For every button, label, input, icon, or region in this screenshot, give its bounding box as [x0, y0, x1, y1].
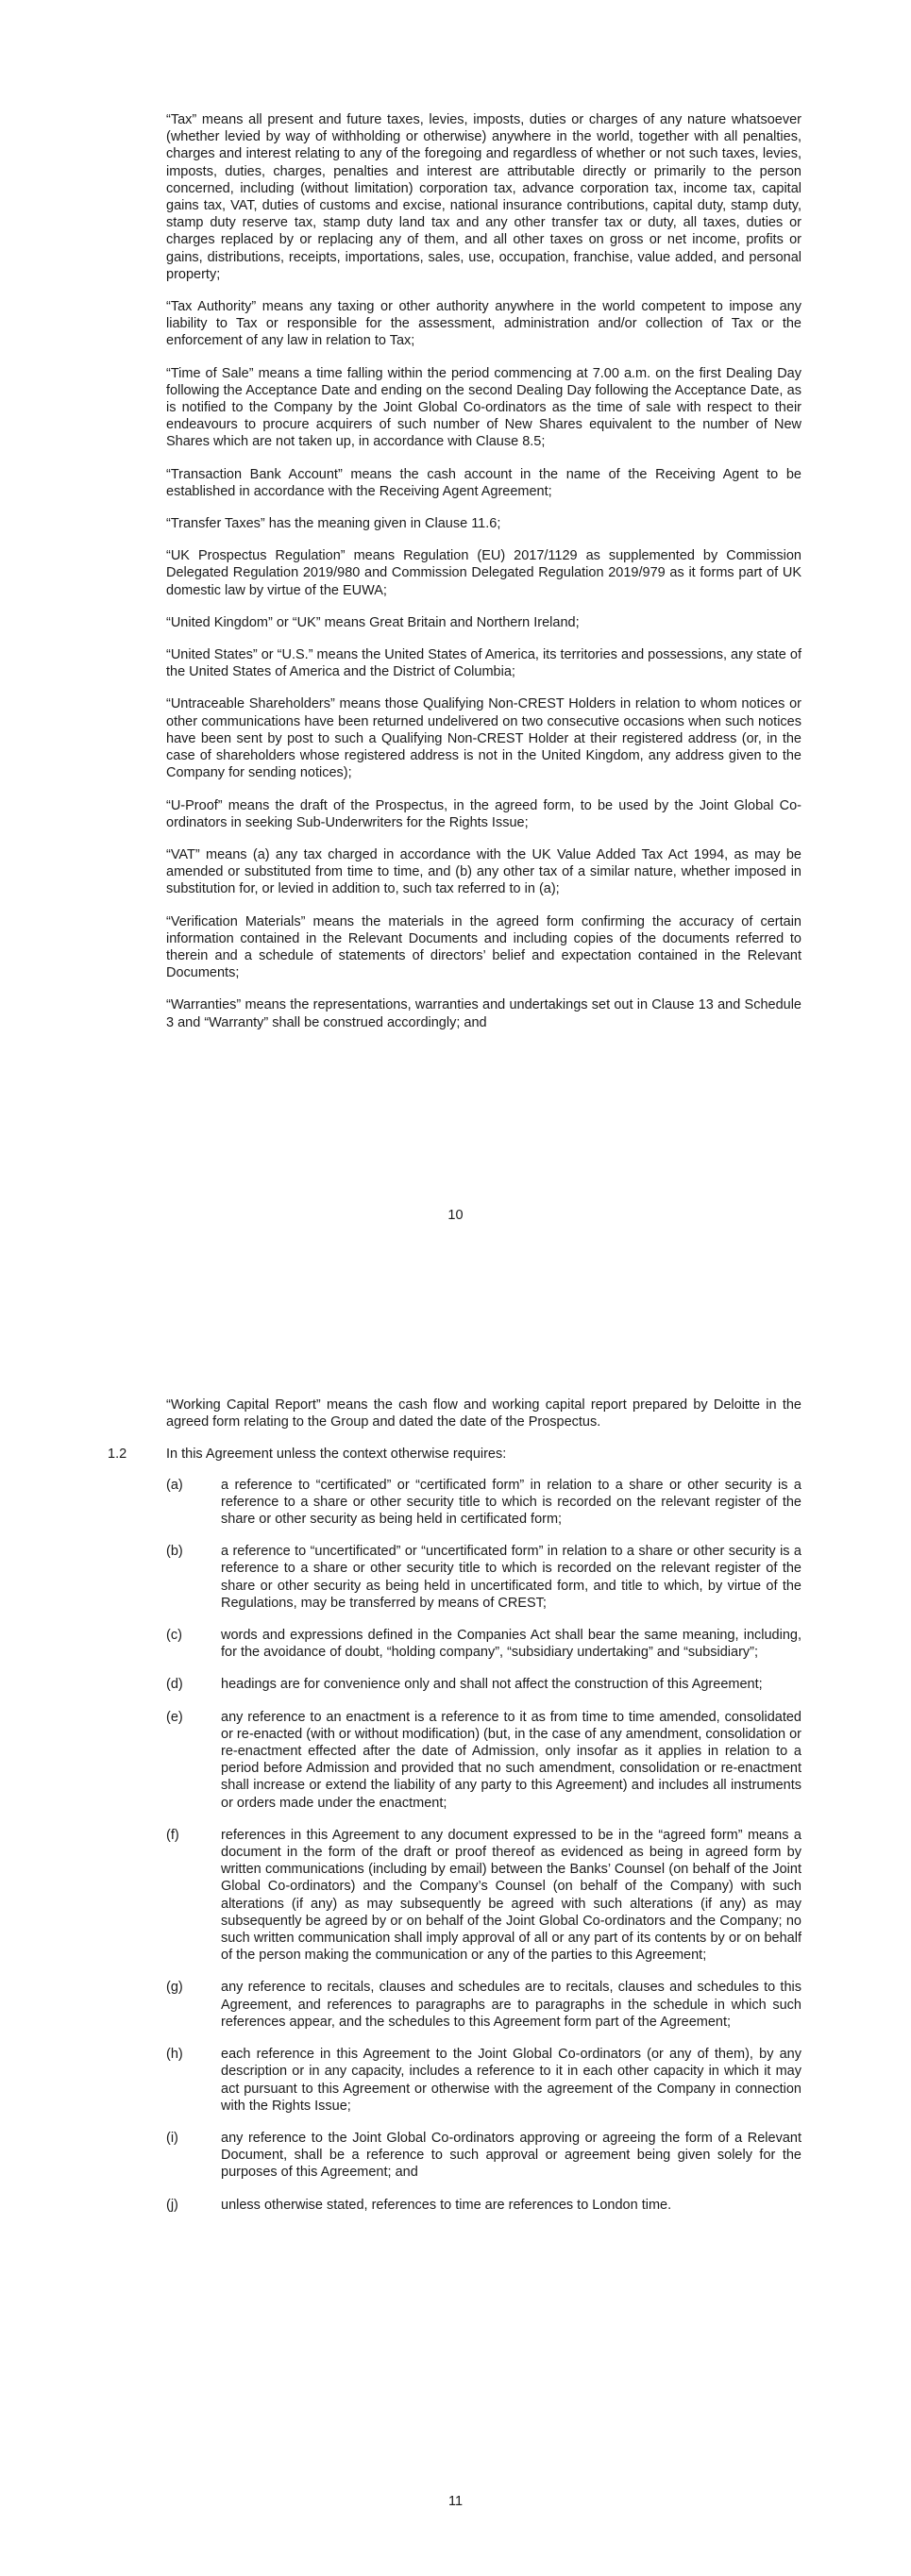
- definition-united-states: “United States” or “U.S.” means the United States of America, its territories and possessions, any state of the United States of America and the District of Columbia;: [166, 647, 801, 680]
- definition-time-of-sale: “Time of Sale” means a time falling within the period commencing at 7.00 a.m. on the first Dealing Day following the Acceptance Date and ending on the second Dealing Day following the Acceptance Date, as is notified to the Company by the Joint Global Co-ordinators as the time of sale with respect to their endeavours to procure acquirers of such number of New Shares equivalent to the number of New Shares which are not taken up, in accordance with Clause 8.5;: [166, 365, 801, 450]
- item-label: (h): [166, 2047, 183, 2063]
- page-number: 10: [447, 1208, 464, 1223]
- list-item: [166, 1709, 801, 1812]
- item-text: headings are for convenience only and shall not affect the construction of this Agreement;: [221, 1677, 763, 1693]
- item-text: any reference to the Joint Global Co-ordinators approving or agreeing the form of a Relevant Document, shall be a reference to such approval or agreement being given solely for the purposes of this Agreement; and: [221, 2130, 801, 2181]
- list-item: [166, 1676, 801, 1693]
- list-item: [166, 2046, 801, 2115]
- item-text: a reference to “uncertificated” or “uncertificated form” in relation to a share or other security is a reference to a share or other security title to which is recorded on the relevant register of the share or other security as being held in uncertificated form, and title to which, by virtue of the Regulations, may be transferred by means of CREST;: [221, 1544, 801, 1611]
- item-label: (f): [166, 1827, 179, 1843]
- item-text: each reference in this Agreement to the Joint Global Co-ordinators (or any of them), by any description or in any capacity, includes a reference to it in each other capacity in which it may act pursuant to this Agreement or otherwise with the agreement of the Company in connection with the Rights Issue;: [221, 2047, 801, 2114]
- list-item: [166, 1627, 801, 1661]
- page-11: [0, 1288, 911, 2576]
- clause-intro: In this Agreement unless the context otherwise requires:: [166, 1447, 507, 1463]
- item-text: references in this Agreement to any document expressed to be in the “agreed form” means a document in the form of the draft or proof thereof as evidenced as being in agreed form by written communications (including by email) between the Banks’ Counsel (on behalf of the Joint Global Co-ordinators) and the Company’s Counsel (on behalf of the Company) with such alterations (if any) as may subsequently be agreed with such alterations (if any) as may subsequently be agreed by or on behalf of the Joint Global Co-ordinators and the Company; no such written communication shall imply approval of all or any part of its contents by or on behalf of the person making the communication or any of the parties to this Agreement;: [221, 1827, 801, 1964]
- item-text: words and expressions defined in the Companies Act shall bear the same meaning, including, for the avoidance of doubt, “holding company”, “subsidiary undertaking” and “subsidiary”;: [221, 1628, 801, 1661]
- item-label: (d): [166, 1677, 183, 1693]
- item-text: any reference to recitals, clauses and schedules are to recitals, clauses and schedules to this Agreement, and references to paragraphs are to paragraphs in the schedule in which such references appear, and the schedules to this Agreement form part of the Agreement;: [221, 1980, 801, 2030]
- clause-1-2: [108, 1446, 801, 1463]
- page-number: 11: [447, 2494, 464, 2509]
- page-content: [108, 1397, 801, 2229]
- definition-working-capital-report: “Working Capital Report” means the cash flow and working capital report prepared by Deloitte in the agreed form relating to the Group and dated the date of the Prospectus.: [166, 1397, 801, 1430]
- list-item: [166, 1543, 801, 1612]
- definitions-list: [166, 111, 801, 1046]
- clause-number: 1.2: [108, 1447, 127, 1463]
- list-item: [166, 1827, 801, 1965]
- definition-warranties: “Warranties” means the representations, warranties and undertakings set out in Clause 13 and Schedule 3 and “Warranty” shall be construed accordingly; and: [166, 997, 801, 1030]
- definition-transaction-bank-account: “Transaction Bank Account” means the cash account in the name of the Receiving Agent to be established in accordance with the Receiving Agent Agreement;: [166, 466, 801, 499]
- definition-verification-materials: “Verification Materials” means the materials in the agreed form confirming the accuracy of certain information contained in the Relevant Documents and including copies of the documents referred to therein and a schedule of statements of directors’ belief and expectation contained in the Relevant Documents;: [166, 913, 801, 981]
- definition-untraceable-shareholders: “Untraceable Shareholders” means those Qualifying Non-CREST Holders in relation to whom notices or other communications have been returned undelivered on two consecutive occasions when such notices have been sent by post to such a Qualifying Non-CREST Holder at their registered address (or, in the case of shareholders whose registered address is not in the United Kingdom, any address given to the Company for sending notices);: [166, 696, 801, 781]
- item-label: (b): [166, 1544, 183, 1560]
- definition-vat: “VAT” means (a) any tax charged in accordance with the UK Value Added Tax Act 1994, as may be amended or substituted from time to time, and (b) any other tax of a similar nature, whether imposed in substitution for, or levied in addition to, such tax referred to in (a);: [166, 846, 801, 897]
- definition-tax: “Tax” means all present and future taxes, levies, imposts, duties or charges of any nature whatsoever (whether levied by way of withholding or otherwise) anywhere in the world, together with all penalties, charges and interest relating to any of the foregoing and regardless of whether or not such taxes, levies, imposts, duties, charges, penalties and interest are attributable directly or primarily to the person concerned, including (without limitation) corporation tax, advance corporation tax, income tax, capital gains tax, VAT, duties of customs and excise, national insurance contributions, capital duty, stamp duty, stamp duty reserve tax, stamp duty land tax and any other transfer tax or duty, all taxes, duties or charges replaced by or replacing any of them, and all other taxes on gross or net income, profits or gains, distributions, receipts, importations, sales, use, occupation, franchise, value added, and personal property;: [166, 112, 801, 282]
- item-label: (i): [166, 2130, 178, 2146]
- item-text: any reference to an enactment is a reference to it as from time to time amended, consolidated or re-enacted (with or without modification) (but, in the case of any amendment, consolidation or re-enactment effected after the date of Admission, only insofar as it applies in relation to a period before Admission and provided that no such amendment, consolidation or re-enactment shall increase or extend the liability of any party to this Agreement) and includes all instruments or orders made under the enactment;: [221, 1709, 801, 1811]
- item-label: (c): [166, 1628, 182, 1644]
- item-label: (j): [166, 2197, 178, 2213]
- definition-tax-authority: “Tax Authority” means any taxing or other authority anywhere in the world competent to impose any liability to Tax or responsible for the assessment, administration and/or collection of Tax or the enforcement of any law in relation to Tax;: [166, 299, 801, 349]
- list-item: [166, 2197, 801, 2214]
- item-text: a reference to “certificated” or “certificated form” in relation to a share or other security is a reference to a share or other security title to which is recorded on the relevant register of the share or other security as being held in certificated form;: [221, 1477, 801, 1528]
- item-label: (g): [166, 1980, 183, 1996]
- item-text: unless otherwise stated, references to time are references to London time.: [221, 2197, 672, 2213]
- definition-u-proof: “U-Proof” means the draft of the Prospectus, in the agreed form, to be used by the Joint Global Co-ordinators in seeking Sub-Underwriters for the Rights Issue;: [166, 797, 801, 830]
- definition-transfer-taxes: “Transfer Taxes” has the meaning given in Clause 11.6;: [166, 516, 501, 532]
- item-label: (a): [166, 1477, 183, 1493]
- list-item: [166, 1979, 801, 2031]
- definition-united-kingdom: “United Kingdom” or “UK” means Great Britain and Northern Ireland;: [166, 614, 580, 630]
- definition-uk-prospectus-regulation: “UK Prospectus Regulation” means Regulation (EU) 2017/1129 as supplemented by Commission Delegated Regulation 2019/980 and Commission Delegated Regulation 2019/979 as it forms part of UK domestic law by virtue of the EUWA;: [166, 548, 801, 598]
- item-label: (e): [166, 1709, 183, 1725]
- list-item: [166, 1477, 801, 1529]
- list-item: [166, 2130, 801, 2182]
